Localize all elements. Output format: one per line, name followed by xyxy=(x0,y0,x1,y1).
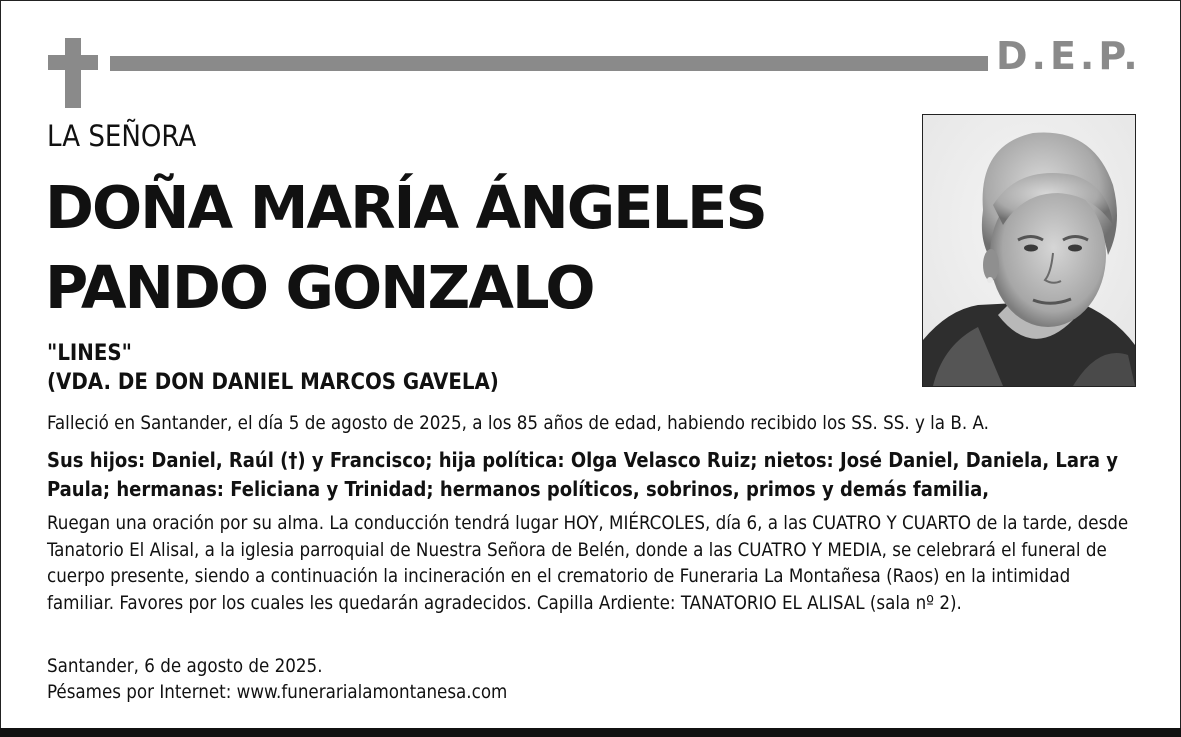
portrait-image xyxy=(923,115,1135,386)
family-list: Sus hijos: Daniel, Raúl (†) y Francisco; hija política: Olga Velasco Ruiz; nietos: José Daniel, Daniela, Lara y Paula; hermanas: Feliciana y Trinidad; hermanos políticos, sobrinos, primos y demás familia, xyxy=(47,448,1119,501)
dep-label: D.E.P. xyxy=(996,34,1142,78)
widow-of: (VDA. DE DON DANIEL MARCOS GAVELA) xyxy=(47,370,499,395)
header-rule xyxy=(110,56,988,71)
name-line-1: DOÑA MARÍA ÁNGELES xyxy=(45,173,766,242)
nickname: "LINES" xyxy=(47,341,132,366)
cross-icon xyxy=(48,38,98,108)
name-line-2: PANDO GONZALO xyxy=(45,253,594,322)
ceremony-details: Ruegan una oración por su alma. La conducción tendrá lugar HOY, MIÉRCOLES, día 6, a las CUATRO Y CUARTO de la tarde, desde Tanatorio El Alisal, a la iglesia parroquial de Nuestra Señora de Belén, donde a las CUATRO Y MEDIA, se celebrará el funeral de cuerpo presente, siendo a continuación la incineración en el crematorio de Funeraria La Montañesa (Raos) en la intimidad familiar. Favores por los cuales les quedarán agradecidos. Capilla Ardiente: TANATORIO EL ALISAL (sala nº 2). xyxy=(47,513,1129,614)
condolences-website: Pésames por Internet: www.funerarialamontanesa.com xyxy=(47,682,508,703)
bottom-bar xyxy=(0,728,1181,737)
portrait-photo xyxy=(922,114,1136,387)
deceased-name xyxy=(45,168,766,328)
honorific: LA SEÑORA xyxy=(47,119,197,153)
death-notice: Falleció en Santander, el día 5 de agosto de 2025, a los 85 años de edad, habiendo recibido los SS. SS. y la B. A. xyxy=(47,413,989,434)
place-date: Santander, 6 de agosto de 2025. xyxy=(47,656,323,677)
